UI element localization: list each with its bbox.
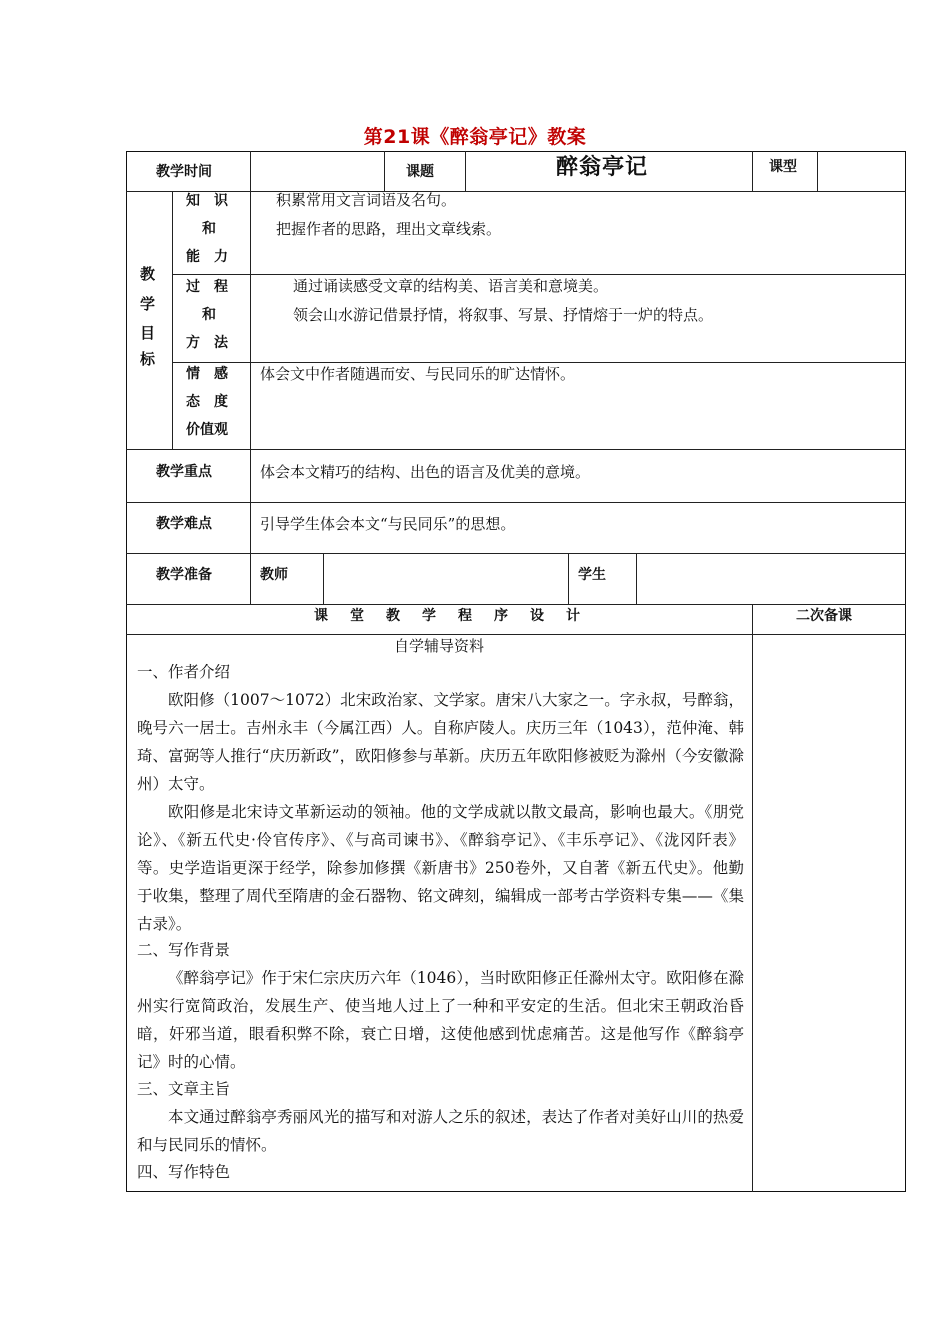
difficulties-value: 引导学生体会本文“与民同乐”的思想。 bbox=[260, 515, 516, 533]
paragraph: 《醉翁亭记》作于宋仁宗庆历六年（1046），当时欧阳修正任滁州太守。欧阳修在滁州实行宽简政治，发展生产、使当地人过上了一种和平安定的生活。但北宋王朝政治昏暗，奸邪当道，眼看积弊不除，衰亡日增，这使他感到忧虑痛苦。这是他写作《醉翁亭记》时的心情。 bbox=[137, 969, 744, 1071]
row-divider bbox=[126, 449, 906, 450]
topic-value: 醉翁亭记 bbox=[556, 155, 649, 180]
student-label: 学生 bbox=[578, 567, 606, 583]
objectives-label-char: 教 bbox=[140, 265, 156, 283]
process-label-line: 过 程 bbox=[186, 279, 228, 295]
knowledge-label-line: 和 bbox=[202, 221, 216, 237]
process-label-line: 方 法 bbox=[186, 335, 228, 351]
col-divider bbox=[752, 151, 753, 191]
emotion-label-line: 态 度 bbox=[186, 394, 228, 410]
col-divider bbox=[817, 151, 818, 191]
knowledge-objective: 把握作者的思路，理出文章线索。 bbox=[276, 220, 502, 238]
row-divider bbox=[126, 634, 906, 635]
section-title: 二、写作背景 bbox=[137, 941, 231, 959]
col-divider bbox=[752, 604, 753, 1192]
process-objective: 领会山水游记借景抒情，将叙事、写景、抒情熔于一炉的特点。 bbox=[293, 306, 714, 324]
col-divider bbox=[568, 553, 569, 604]
section-title: 三、文章主旨 bbox=[137, 1080, 231, 1098]
teaching-time-label: 教学时间 bbox=[156, 164, 212, 180]
col-divider bbox=[323, 553, 324, 604]
col-divider bbox=[172, 191, 173, 449]
section-title: 四、写作特色 bbox=[137, 1163, 231, 1181]
key-points-value: 体会本文精巧的结构、出色的语言及优美的意境。 bbox=[260, 463, 591, 481]
emotion-label-line: 情 感 bbox=[186, 366, 228, 382]
paragraph: 欧阳修（1007～1072）北宋政治家、文学家。唐宋八大家之一。字永叔，号醉翁，晚号六一居士。吉州永丰（今属江西）人。自称庐陵人。庆历三年（1043），范仲淹、韩琦、富弼等人推行“庆历新政”，欧阳修参与革新。庆历五年欧阳修被贬为滁州（今安徽滁州）太守。 bbox=[137, 691, 744, 793]
material-heading: 自学辅导资料 bbox=[393, 637, 484, 655]
col-divider bbox=[465, 151, 466, 191]
row-divider bbox=[126, 191, 906, 192]
key-points-label: 教学重点 bbox=[156, 464, 212, 480]
col-divider bbox=[636, 553, 637, 604]
second-prep-label: 二次备课 bbox=[796, 608, 852, 624]
knowledge-label-line: 能 力 bbox=[186, 249, 228, 265]
paragraph: 本文通过醉翁亭秀丽风光的描写和对游人之乐的叙述，表达了作者对美好山川的热爱和与民同乐的情怀。 bbox=[137, 1108, 744, 1154]
row-divider bbox=[172, 274, 906, 275]
knowledge-label-line: 知 识 bbox=[186, 193, 228, 209]
author-intro bbox=[137, 686, 744, 938]
teacher-label: 教师 bbox=[260, 567, 288, 583]
emotion-label-line: 价值观 bbox=[186, 422, 228, 438]
objectives-label-char: 标 bbox=[140, 350, 156, 368]
row-divider bbox=[172, 362, 906, 363]
row-divider bbox=[126, 502, 906, 503]
background-text bbox=[137, 964, 744, 1076]
page-title: 第21课《醉翁亭记》教案 bbox=[363, 126, 587, 148]
process-objective: 通过诵读感受文章的结构美、语言美和意境美。 bbox=[293, 277, 609, 295]
objectives-label-char: 目 bbox=[140, 324, 156, 342]
paragraph: 欧阳修是北宋诗文革新运动的领袖。他的文学成就以散文最高，影响也最大。《朋党论》、《新五代史·伶官传序》、《与高司谏书》、《醉翁亭记》、《丰乐亭记》、《泷冈阡表》等。史学造诣更深于经学，除参加修撰《新唐书》250卷外，又自著《新五代史》。他勤于收集，整理了周代至隋唐的金石器物、铭文碑刻，编辑成一部考古学资料专集——《集古录》。 bbox=[137, 803, 744, 933]
col-divider bbox=[384, 151, 385, 191]
design-header: 课堂教学程序设计 bbox=[314, 608, 602, 624]
lesson-type-label: 课型 bbox=[769, 159, 797, 175]
row-divider bbox=[126, 553, 906, 554]
section-title: 一、作者介绍 bbox=[137, 663, 231, 681]
difficulties-label: 教学难点 bbox=[156, 516, 212, 532]
col-divider bbox=[250, 191, 251, 604]
theme-text bbox=[137, 1103, 744, 1159]
row-divider bbox=[126, 604, 906, 605]
emotion-objective: 体会文中作者随遇而安、与民同乐的旷达情怀。 bbox=[260, 365, 576, 383]
knowledge-objective: 积累常用文言词语及名句。 bbox=[276, 191, 457, 209]
col-divider bbox=[250, 151, 251, 191]
preparation-label: 教学准备 bbox=[156, 567, 212, 583]
process-label-line: 和 bbox=[202, 307, 216, 323]
topic-label: 课题 bbox=[406, 164, 434, 180]
objectives-label-char: 学 bbox=[140, 295, 156, 313]
